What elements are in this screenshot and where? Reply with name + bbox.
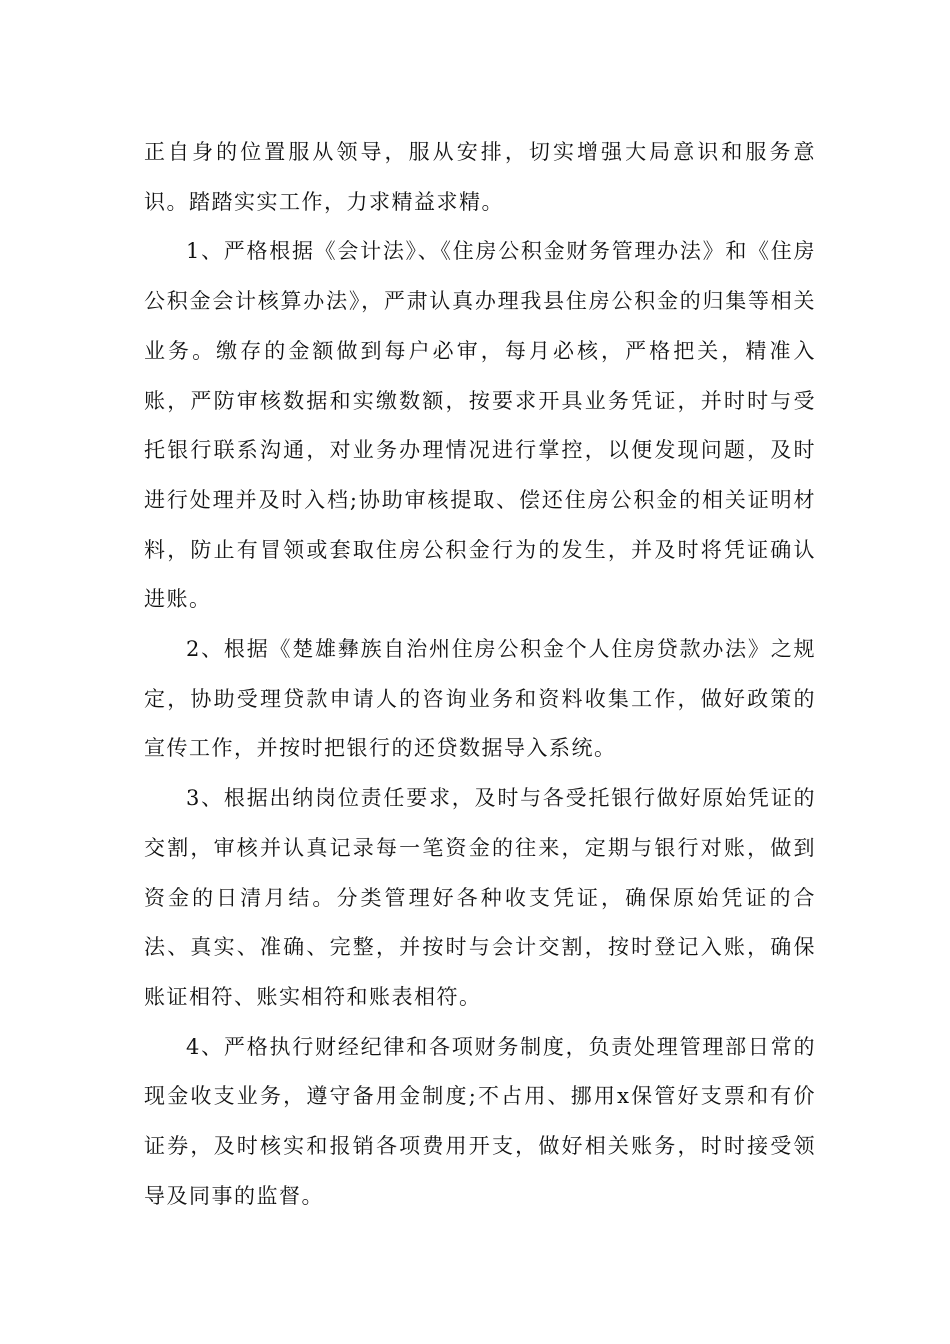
paragraph-item-2: 2、根据《楚雄彝族自治州住房公积金个人住房贷款办法》之规定，协助受理贷款申请人的咨询业务和资料收集工作，做好政策的宣传工作，并按时把银行的还贷数据导入系统。: [144, 637, 816, 761]
paragraph-item-1: 1、严格根据《会计法》、《住房公积金财务管理办法》和《住房公积金会计核算办法》，严肃认真办理我县住房公积金的归集等相关业务。缴存的金额做到每户必审，每月必核，严格把关，精准入账，严防审核数据和实缴数额，按要求开具业务凭证，并时时与受托银行联系沟通，对业务办理情况进行掌控，以便发现问题，及时进行处理并及时入档;协助审核提取、偿还住房公积金的相关证明材料，防止有冒领或套取住房公积金行为的发生，并及时将凭证确认进账。: [144, 239, 816, 612]
document-body: [144, 128, 816, 1221]
paragraph-item-3: 3、根据出纳岗位责任要求，及时与各受托银行做好原始凭证的交割，审核并认真记录每一笔资金的往来，定期与银行对账，做到资金的日清月结。分类管理好各种收支凭证，确保原始凭证的合法、真实、准确、完整，并按时与会计交割，按时登记入账，确保账证相符、账实相符和账表相符。: [144, 786, 816, 1009]
paragraph-item-4: 4、严格执行财经纪律和各项财务制度，负责处理管理部日常的现金收支业务，遵守备用金制度;不占用、挪用x保管好支票和有价证券，及时核实和报销各项费用开支，做好相关账务，时时接受领导及同事的监督。: [144, 1034, 816, 1208]
paragraph-continuation: 正自身的位置服从领导，服从安排，切实增强大局意识和服务意识。踏踏实实工作，力求精益求精。: [144, 140, 816, 214]
